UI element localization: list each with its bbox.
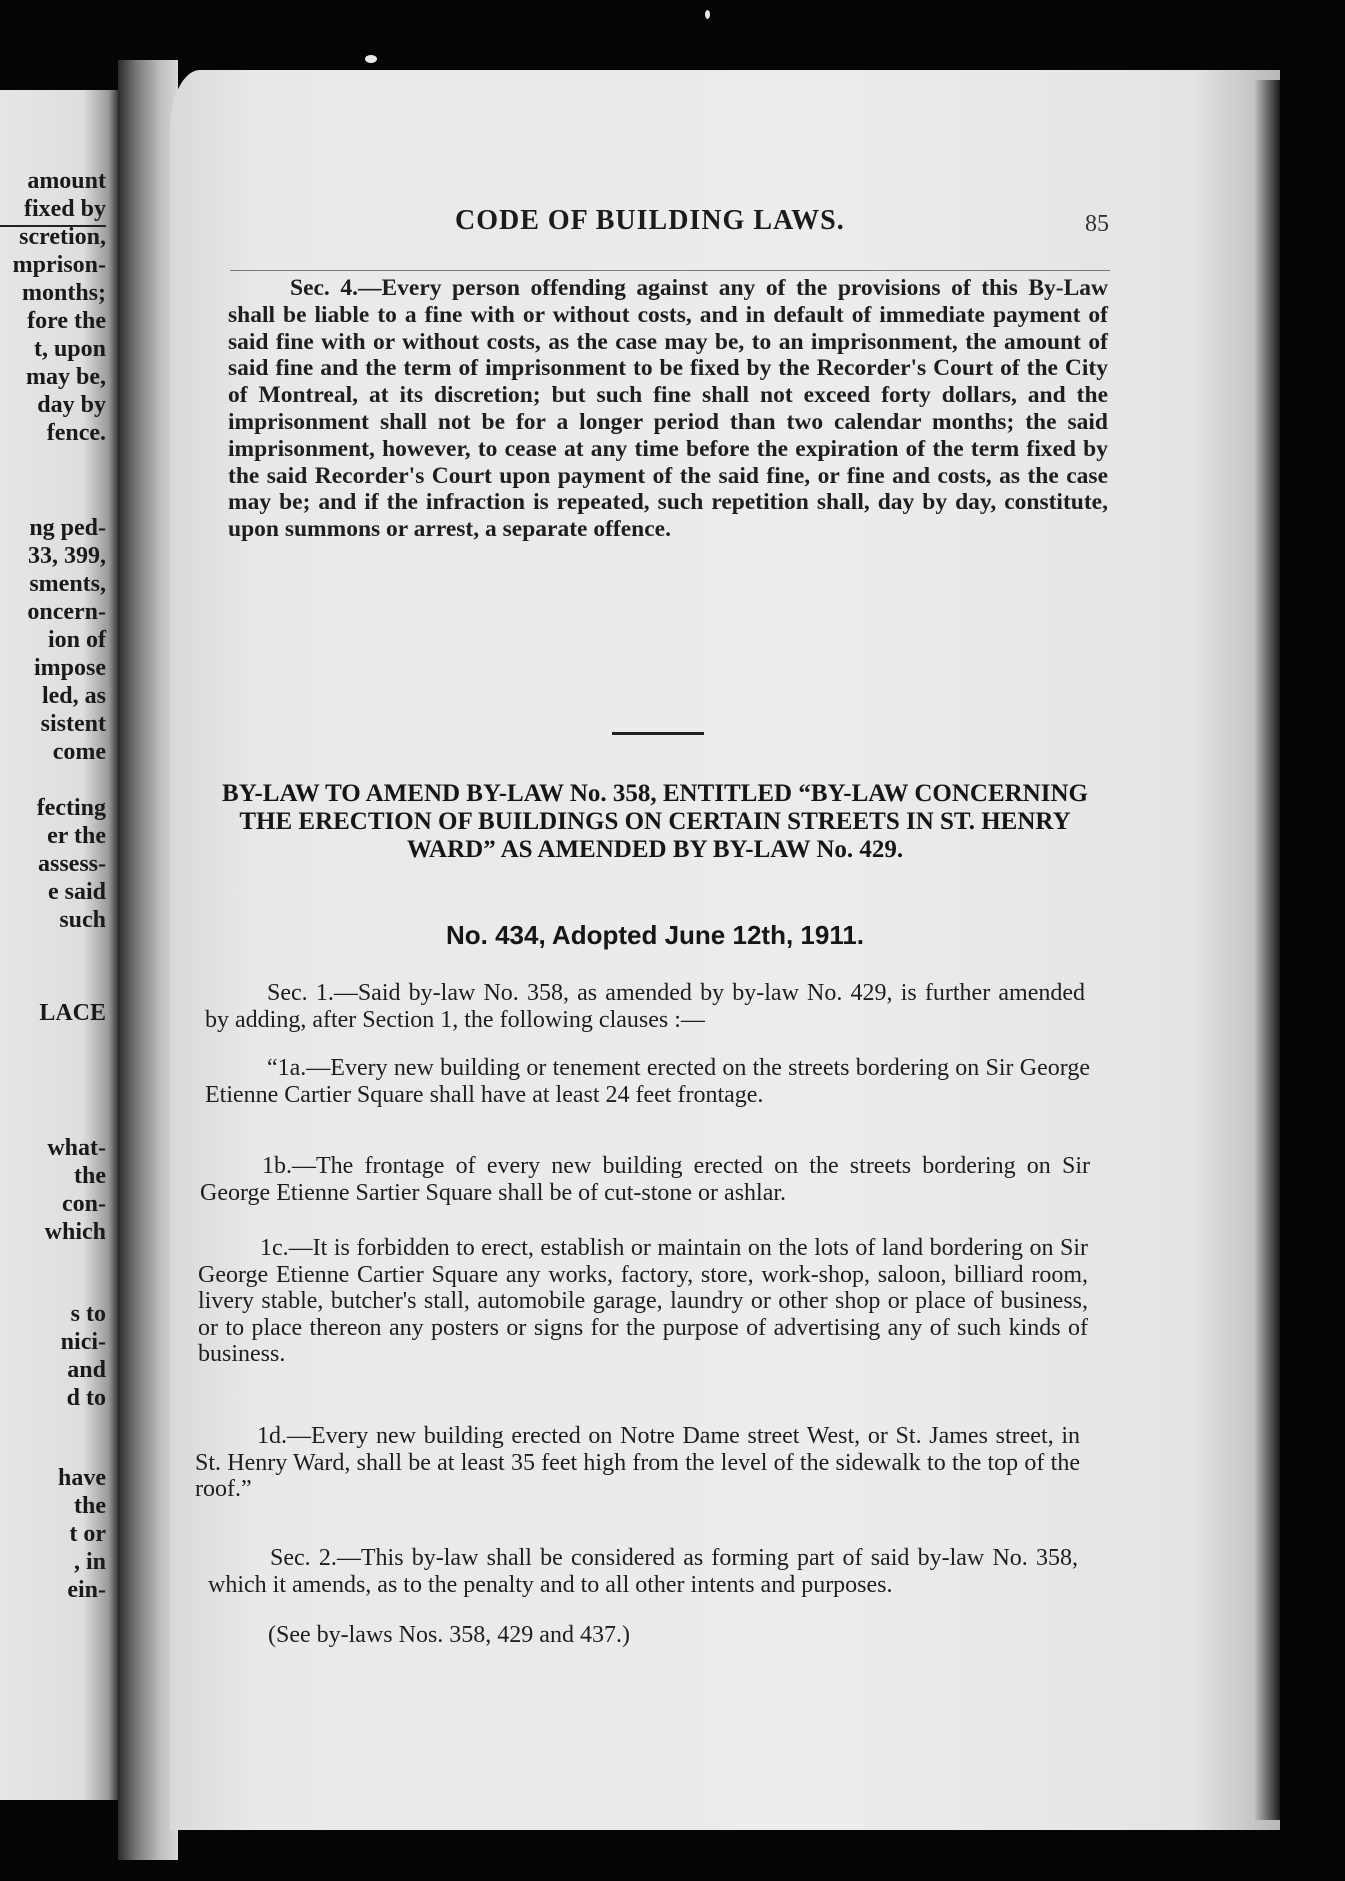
previous-page-text-fragment: led, as — [41, 683, 106, 709]
bylaw-adoption-line: No. 434, Adopted June 12th, 1911. — [445, 920, 865, 950]
previous-page-text-fragment: sistent — [40, 711, 106, 737]
previous-page-text-fragment: LACE — [39, 1000, 106, 1026]
previous-page-text-fragment: such — [59, 907, 106, 933]
scan-speck — [365, 55, 377, 63]
previous-page-text-fragment: assess- — [37, 851, 106, 877]
clause-1c-paragraph: 1c.—It is forbidden to erect, establish or maintain on the lots of land bordering on Sir George Etienne Cartier Square any works, factory, store, work-shop, saloon, billiard room, livery stable, butcher's stall, automobile garage, laundry or other shop or place of business, or to place thereon any posters or signs for the purpose of advertising any of such kinds of business. — [198, 1235, 1088, 1367]
previous-page-text-fragment: mprison- — [12, 252, 106, 278]
previous-page-text-fragment: ion of — [47, 627, 106, 653]
previous-page-text-fragment: the — [74, 1493, 106, 1519]
previous-page-text-fragment: have — [58, 1465, 106, 1491]
running-head: CODE OF BUILDING LAWS. — [455, 205, 845, 236]
previous-page-text-fragment: e said — [47, 879, 106, 905]
clause-1d-paragraph: 1d.—Every new building erected on Notre Dame street West, or St. James street, in St. Henry Ward, shall be at least 35 feet high from the level of the sidewalk to the top of the roof.” — [195, 1423, 1080, 1502]
previous-page-text-fragment: months; — [21, 280, 106, 306]
previous-page-text-fragment: impose — [34, 655, 106, 681]
previous-page-text-fragment: sments, — [29, 571, 106, 597]
previous-page-text-fragment: fence. — [46, 420, 106, 446]
previous-page-text-fragment: d to — [66, 1385, 106, 1411]
page-number: 85 — [1085, 211, 1109, 237]
previous-page-text-fragment: fore the — [27, 308, 106, 334]
previous-page-fragment — [0, 90, 118, 1800]
see-also-note: (See by-laws Nos. 358, 429 and 437.) — [268, 1622, 630, 1648]
previous-page-text-fragment: scretion, — [19, 224, 106, 250]
bylaw-title: BY-LAW TO AMEND BY-LAW No. 358, ENTITLED “BY-LAW CONCERNING THE ERECTION OF BUILDINGS ON CERTAIN STREETS IN ST. HENRY WARD” AS AMENDED BY BY-LAW No. 429. — [222, 780, 1088, 863]
previous-page-text-fragment: the — [74, 1163, 106, 1189]
previous-page-text-fragment: which — [44, 1219, 106, 1245]
previous-page-text-fragment: day by — [37, 392, 106, 418]
section-4-paragraph: Sec. 4.—Every person offending against any of the provisions of this By-Law shall be liable to a fine with or without costs, and in default of immediate payment of said fine with or without costs, as the case may be, to an imprisonment, the amount of said fine and the term of imprisonment to be fixed by the Recorder's Court of the City of Montreal, at its discretion; but such fine shall not exceed forty dollars, and the imprisonment shall not be for a longer period than two calendar months; the said imprisonment, however, to cease at any time before the expiration of the term fixed by the said Recorder's Court upon payment of the said fine, or fine and costs, as the case may be; and if the infraction is repeated, such repetition shall, day by day, constitute, upon summons or arrest, a separate offence. — [228, 275, 1108, 543]
page-header — [455, 205, 1115, 245]
previous-page-text-fragment: amount — [27, 168, 106, 194]
scan-speck — [705, 10, 710, 19]
page-edge-shadow — [1255, 80, 1280, 1820]
clause-1b-paragraph: 1b.—The frontage of every new building erected on the streets bordering on Sir George Etienne Sartier Square shall be of cut-stone or ashlar. — [200, 1153, 1090, 1206]
previous-page-text-fragment: s to — [70, 1301, 106, 1327]
clause-1a-paragraph: “1a.—Every new building or tenement erected on the streets bordering on Sir George Etienne Cartier Square shall have at least 24 feet frontage. — [205, 1055, 1090, 1108]
header-rule — [230, 270, 1110, 271]
previous-page-text-fragment: con- — [62, 1191, 106, 1217]
previous-page-text-fragment: 33, 399, — [28, 543, 106, 569]
previous-page-text-fragment: what- — [47, 1135, 106, 1161]
previous-page-text-fragment: t, upon — [33, 336, 106, 362]
previous-page-text-fragment: ein- — [67, 1577, 106, 1603]
previous-page-text-fragment: t or — [69, 1521, 106, 1547]
previous-page-text-fragment: ng ped- — [29, 515, 106, 541]
previous-page-text-fragment: , in — [73, 1549, 106, 1575]
section-separator — [612, 732, 704, 735]
previous-page-text-fragment: er the — [47, 823, 106, 849]
book-gutter — [118, 60, 178, 1860]
previous-page-text-fragment: nici- — [60, 1329, 106, 1355]
previous-page-text-fragment: oncern- — [27, 599, 106, 625]
section-1-paragraph: Sec. 1.—Said by-law No. 358, as amended by by-law No. 429, is further amended by adding, after Section 1, the following clauses :— — [205, 980, 1085, 1033]
section-2-paragraph: Sec. 2.—This by-law shall be considered as forming part of said by-law No. 358, which it amends, as to the penalty and to all other intents and purposes. — [208, 1545, 1078, 1598]
previous-page-text-fragment: may be, — [26, 364, 106, 390]
previous-page-text-fragment: fixed by — [23, 196, 106, 222]
previous-page-text-fragment: come — [52, 739, 106, 765]
previous-page-text-fragment: fecting — [36, 795, 106, 821]
previous-page-text-fragment: and — [67, 1357, 106, 1383]
